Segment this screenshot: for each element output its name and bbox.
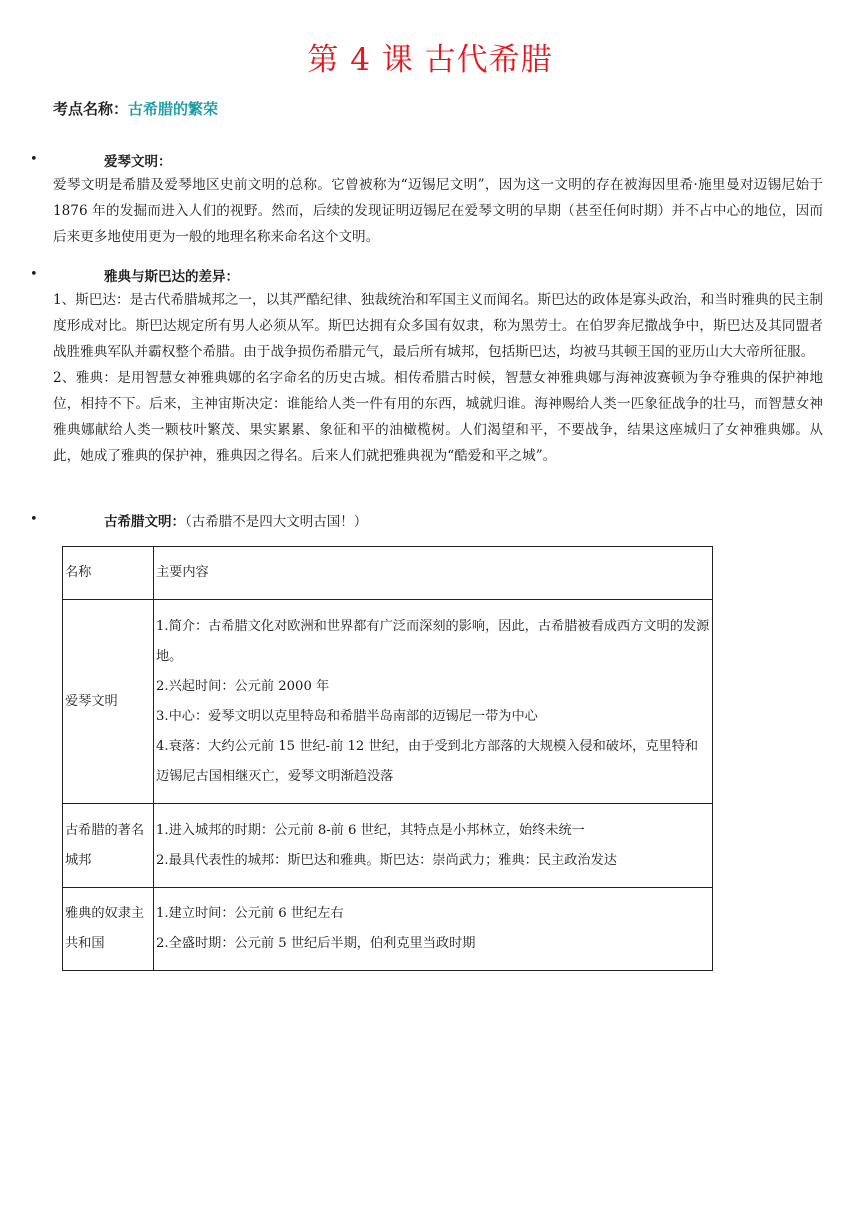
row-content-cell [154,888,713,971]
content-line: 2.全盛时期：公元前 5 世纪后半期，伯利克里当政时期 [156,936,476,951]
section-athens-sparta [30,265,830,469]
header-cell: 主要内容 [154,547,713,600]
key-point-value: 古希腊的繁荣 [128,100,219,118]
section-heading: 爱琴文明： [104,154,172,170]
row-name-cell: 雅典的奴隶主共和国 [63,888,154,971]
bullet-icon: • [30,267,38,282]
bullet-icon: • [30,152,38,167]
bullet-icon: • [30,512,38,527]
header-cell: 名称 [63,547,154,600]
key-point [53,98,218,119]
content-line: 1.简介：古希腊文化对欧洲和世界都有广泛而深刻的影响，因此，古希腊被看成西方文明的发源地。 [156,618,710,664]
paragraph: 2、雅典：是用智慧女神雅典娜的名字命名的历史古城。相传希腊古时候，智慧女神雅典娜与海神波赛顿为争夺雅典的保护神地位，相持不下。后来，主神宙斯决定：谁能给人类一件有用的东西，城就归谁。海神赐给人类一匹象征战争的壮马，而智慧女神雅典娜献给人类一颗枝叶繁茂、果实累累、象征和平的油橄榄树。人们渴望和平，不要战争，结果这座城归了女神雅典娜。从此，她成了雅典的保护神，雅典因之得名。后来人们就把雅典视为“酷爱和平之城”。 [53,370,823,464]
key-point-label: 考点名称： [53,100,129,118]
table-row [63,804,713,888]
info-table [62,546,713,971]
content-line: 1.进入城邦的时期：公元前 8-前 6 世纪，其特点是小邦林立，始终未统一 [156,822,585,838]
paragraph: 爱琴文明是希腊及爱琴地区史前文明的总称。它曾被称为“迈锡尼文明”，因为这一文明的存在被海因里希·施里曼对迈锡尼始于 1876 年的发掘而进入人们的视野。然而，后续的发现证明迈锡尼在爱琴文明的早期（甚至任何时期）并不占中心的地位，因而后来更多地使用更为一般的地理名称来命名这个文明。 [53,177,823,245]
section-heading: 古希腊文明：（古希腊不是四大文明古国！） [104,514,368,530]
table-row [63,888,713,971]
section-note: （古希腊不是四大文明古国！） [185,514,368,530]
row-content-cell [154,804,713,888]
row-name-cell: 爱琴文明 [63,600,154,804]
section-aegean [30,150,830,250]
content-line: 1.建立时间：公元前 6 世纪左右 [156,906,344,921]
row-content-cell [154,600,713,804]
content-line: 4.衰落：大约公元前 15 世纪-前 12 世纪，由于受到北方部落的大规模入侵和破坏，克里特和迈锡尼古国相继灭亡，爱琴文明渐趋没落 [156,738,699,784]
paragraph: 1、斯巴达：是古代希腊城邦之一，以其严酷纪律、独裁统治和军国主义而闻名。斯巴达的政体是寡头政治，和当时雅典的民主制度形成对比。斯巴达规定所有男人必须从军。斯巴达拥有众多国有奴隶，称为黑劳士。在伯罗奔尼撒战争中，斯巴达及其同盟者战胜雅典军队并霸权整个希腊。由于战争损伤希腊元气，最后所有城邦，包括斯巴达，均被马其顿王国的亚历山大大帝所征服。 [53,292,823,360]
page-title: 第 4 课 古代希腊 [307,42,553,78]
content-line: 2.最具代表性的城邦：斯巴达和雅典。斯巴达：崇尚武力；雅典：民主政治发达 [156,852,617,868]
row-name-cell: 古希腊的著名城邦 [63,804,154,888]
section-heading: 雅典与斯巴达的差异： [104,269,239,285]
table-header-row [63,547,713,600]
content-line: 3.中心：爱琴文明以克里特岛和希腊半岛南部的迈锡尼一带为中心 [156,708,538,724]
content-line: 2.兴起时间：公元前 2000 年 [156,678,330,694]
section-greek-civilization [30,510,830,532]
table-row [63,600,713,804]
